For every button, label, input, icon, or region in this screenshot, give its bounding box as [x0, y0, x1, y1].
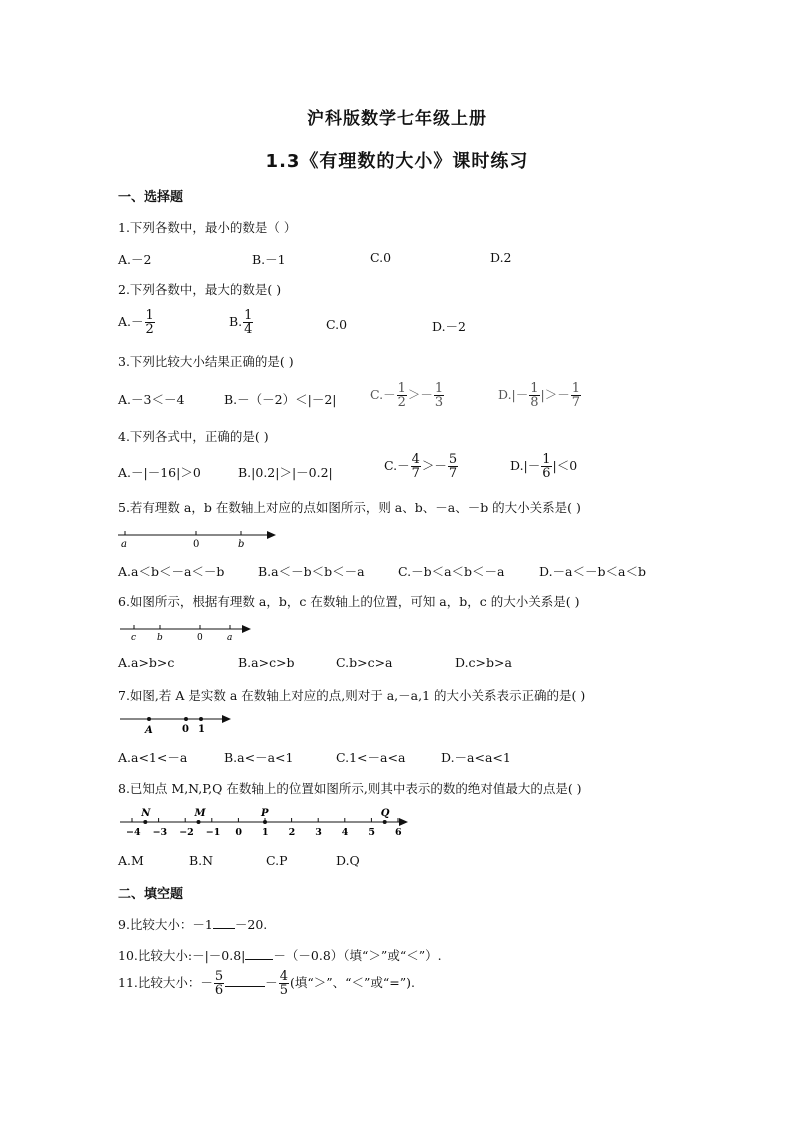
q6-label-b: b	[157, 633, 163, 643]
q2-a-num: 1	[145, 308, 154, 323]
q3-c-num-1: 1	[397, 381, 406, 396]
q8-point-label: P	[261, 808, 269, 819]
question-1-option-b: B.－1	[252, 252, 286, 267]
question-2-option-d: D.－2	[432, 319, 467, 334]
q10-answer-blank[interactable]	[245, 959, 273, 960]
question-8-number-line	[116, 804, 416, 838]
q8-point-label: Q	[380, 808, 390, 819]
q11-num-2: 4	[279, 969, 288, 984]
question-8-stem: 8.已知点 M,N,P,Q 在数轴上的位置如图所示,则其中表示的数的绝对值最大的点是( )	[118, 781, 582, 796]
q8-point	[143, 820, 147, 824]
question-4-option-b: B.|0.2|＞|－0.2|	[238, 465, 333, 480]
question-2-option-c: C.0	[326, 317, 348, 332]
q7-label-0: 0	[182, 724, 189, 735]
q8-point-label: M	[194, 808, 206, 819]
page-subtitle: 1.3《有理数的大小》课时练习	[265, 151, 529, 172]
q8-tick-label: −1	[205, 827, 221, 838]
q3-c-prefix: C.－	[370, 387, 396, 402]
question-7-number-line	[118, 712, 238, 736]
q2-a-prefix: A.－	[118, 314, 144, 329]
q3-c-op: ＞－	[407, 387, 433, 402]
q5-label-0: 0	[193, 539, 200, 550]
question-9	[118, 915, 267, 933]
question-2-stem: 2.下列各数中，最大的数是( )	[118, 282, 282, 297]
q8-tick-label: 0	[235, 827, 243, 838]
q9-answer-blank[interactable]	[213, 928, 235, 929]
q2-b-num: 1	[244, 308, 253, 323]
q4-c-den-2: 7	[448, 466, 458, 481]
question-11	[118, 970, 415, 997]
q4-c-prefix: C.－	[384, 458, 410, 473]
q4-c-op: ＞－	[421, 458, 447, 473]
q11-suffix: (填“＞”、“＜”或“=”).	[289, 975, 416, 990]
q9-prefix: 9.比较大小：－1	[118, 917, 213, 932]
q6-label-a: a	[227, 633, 233, 643]
question-6-option-b: B.a>c>b	[238, 655, 295, 670]
q8-tick-label: 1	[262, 827, 269, 838]
q8-tick-label: −2	[179, 827, 194, 838]
question-7-option-c: C.1<－a<a	[336, 750, 406, 765]
question-7-stem: 7.如图,若 A 是实数 a 在数轴上对应的点,则对于 a,－a,1 的大小关系表示正确的是( )	[118, 688, 586, 703]
q11-answer-blank[interactable]	[225, 986, 265, 987]
q7-point-1	[199, 717, 203, 721]
q11-num-1: 5	[214, 969, 224, 984]
question-3-option-a: A.－3＜－4	[118, 392, 185, 407]
q5-arrow-head	[267, 531, 276, 539]
question-6-option-d: D.c>b>a	[455, 655, 512, 670]
q7-label-1: 1	[198, 724, 205, 735]
question-6-stem: 6.如图所示，根据有理数 a，b，c 在数轴上的位置，可知 a，b，c 的大小关系是( )	[118, 594, 580, 609]
q11-mid: －	[265, 975, 278, 990]
q2-b-den: 4	[244, 322, 253, 337]
q10-suffix: －（－0.8）（填“＞”或“＜”）.	[273, 948, 442, 963]
q8-tick-label: 6	[395, 827, 402, 838]
q8-point	[383, 820, 387, 824]
question-8-option-b: B.N	[189, 853, 214, 868]
q3-d-fraction-2	[571, 382, 581, 409]
q6-label-c: c	[131, 633, 137, 643]
question-4-option-a: A.－|－16|＞0	[118, 465, 201, 480]
q8-tick-label: −4	[126, 827, 141, 838]
question-4-option-c	[384, 453, 459, 480]
page-title: 沪科版数学七年级上册	[307, 109, 487, 129]
question-3-option-b: B.－（－2）＜|－2|	[224, 392, 337, 407]
q8-tick-label: 5	[368, 827, 376, 838]
q8-tick-label: 3	[315, 827, 322, 838]
question-6-option-c: C.b>c>a	[336, 655, 393, 670]
q4-d-suffix: |＜0	[552, 458, 578, 473]
question-6-number-line	[118, 622, 258, 646]
q3-d-prefix: D.|－	[498, 387, 529, 402]
question-8-option-a: A.M	[118, 853, 144, 868]
q3-d-num-1: 1	[530, 381, 539, 396]
question-7-option-b: B.a<－a<1	[224, 750, 294, 765]
q8-tick-label: −3	[152, 827, 168, 838]
question-7-option-a: A.a<1<－a	[118, 750, 188, 765]
q8-tick-label: 2	[288, 827, 296, 838]
q8-point	[263, 820, 267, 824]
q4-c-num-2: 5	[448, 452, 458, 467]
q3-c-num-2: 1	[434, 381, 444, 396]
q6-arrow-head	[242, 625, 251, 633]
q2-b-prefix: B.	[229, 314, 243, 329]
q4-d-fraction	[541, 453, 551, 480]
q2-b-fraction	[243, 309, 253, 336]
q5-label-a: a	[121, 539, 127, 550]
q4-c-den-1: 7	[411, 466, 420, 481]
q8-tick-label: 4	[341, 827, 349, 838]
q3-d-den-2: 7	[571, 395, 581, 410]
q5-label-b: b	[238, 539, 245, 550]
q7-label-a: A	[145, 725, 153, 736]
q11-den-2: 5	[279, 983, 288, 998]
question-1-option-c: C.0	[370, 250, 392, 265]
q4-d-num: 1	[542, 452, 551, 467]
q3-d-num-2: 1	[571, 381, 581, 396]
q6-label-0: 0	[197, 633, 203, 643]
q8-arrow-head	[399, 818, 408, 826]
question-5-option-a: A.a＜b＜－a＜－b	[118, 564, 225, 579]
q3-c-fraction-2	[434, 382, 444, 409]
section-fill-heading: 二、填空题	[118, 887, 184, 902]
q7-point-0	[184, 717, 188, 721]
q4-d-prefix: D.|－	[510, 458, 541, 473]
q7-point-a	[147, 717, 151, 721]
question-4-stem: 4.下列各式中，正确的是( )	[118, 429, 269, 444]
question-5-option-b: B.a＜－b＜b＜－a	[258, 564, 365, 579]
q8-point	[197, 820, 201, 824]
question-1-stem: 1.下列各数中，最小的数是（ ）	[118, 220, 297, 235]
question-7-option-d: D.－a<a<1	[441, 750, 511, 765]
question-5-stem: 5.若有理数 a，b 在数轴上对应的点如图所示，则 a、b、－a、－b 的大小关系是( )	[118, 500, 581, 515]
q3-d-fraction-1	[529, 382, 539, 409]
q4-c-fraction-2	[448, 453, 458, 480]
q4-c-num-1: 4	[411, 452, 420, 467]
question-8-option-c: C.P	[266, 853, 288, 868]
q4-c-fraction-1	[411, 453, 421, 480]
question-8-option-d: D.Q	[336, 853, 360, 868]
q2-a-den: 2	[145, 322, 154, 337]
question-4-option-d	[510, 453, 577, 480]
question-2-option-a	[118, 309, 156, 336]
q7-arrow-head	[222, 715, 231, 723]
question-3-stem: 3.下列比较大小结果正确的是( )	[118, 354, 294, 369]
question-6-option-a: A.a>b>c	[118, 655, 175, 670]
q9-suffix: －20.	[234, 917, 268, 932]
q2-a-fraction	[145, 309, 155, 336]
question-5-option-d: D.－a＜－b＜a＜b	[539, 564, 646, 579]
question-10	[118, 946, 442, 964]
question-3-option-c	[370, 382, 445, 409]
q3-d-op: |＞－	[540, 387, 570, 402]
q3-c-fraction-1	[397, 382, 407, 409]
q10-prefix: 10.比较大小:－|－0.8|	[118, 948, 246, 963]
q3-c-den-1: 2	[397, 395, 406, 410]
question-1-option-d: D.2	[490, 250, 512, 265]
question-5-number-line	[116, 526, 282, 550]
q11-fraction-1	[214, 970, 224, 997]
q8-point-label: N	[141, 808, 151, 819]
question-1-option-a: A.－2	[118, 252, 152, 267]
q3-d-den-1: 8	[530, 395, 539, 410]
section-choice-heading: 一、选择题	[118, 190, 184, 205]
q3-c-den-2: 3	[434, 395, 444, 410]
q11-den-1: 6	[214, 983, 224, 998]
q4-d-den: 6	[542, 466, 551, 481]
question-5-option-c: C.－b＜a＜b＜－a	[398, 564, 505, 579]
q11-prefix: 11.比较大小：－	[118, 975, 213, 990]
question-2-option-b	[229, 309, 254, 336]
q11-fraction-2	[279, 970, 289, 997]
question-3-option-d	[498, 382, 582, 409]
